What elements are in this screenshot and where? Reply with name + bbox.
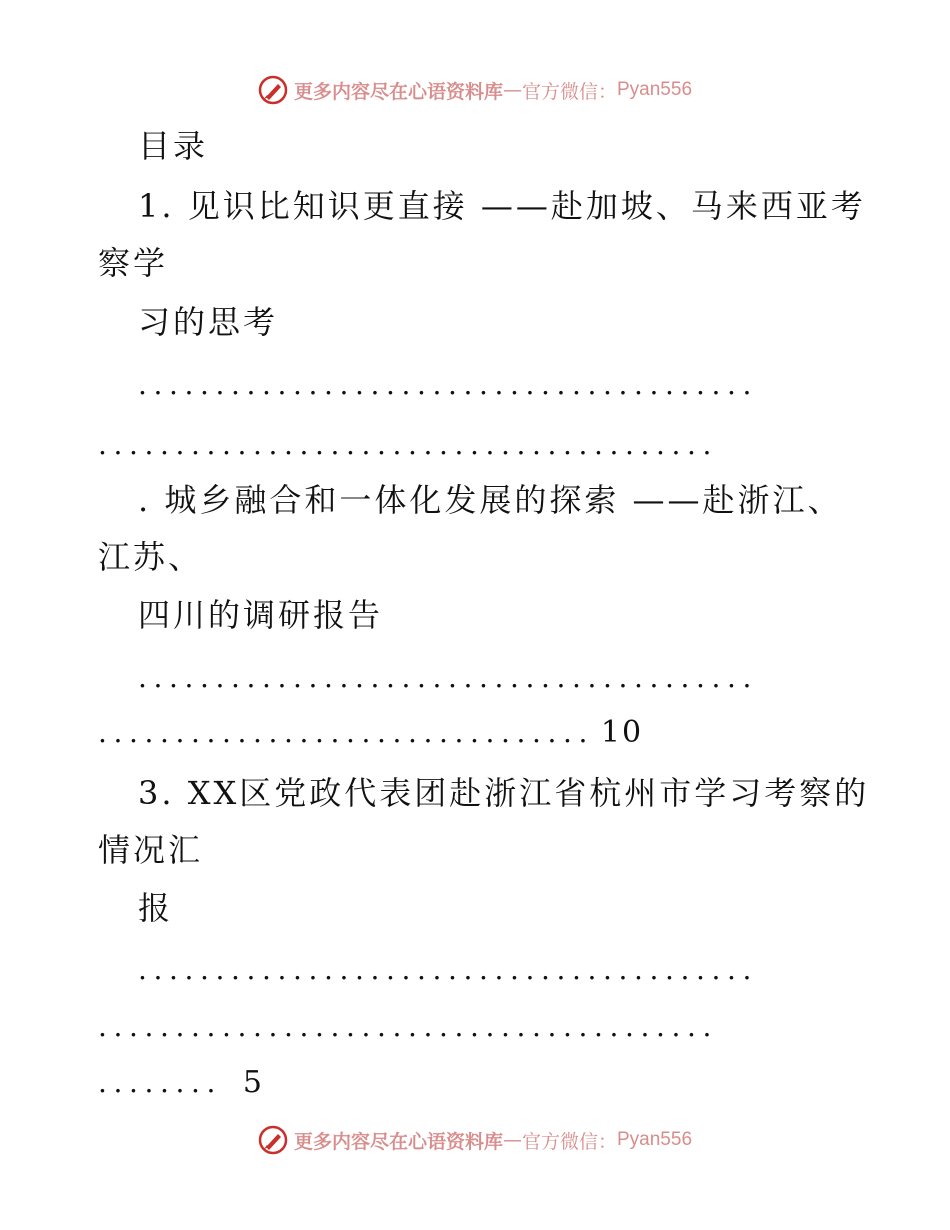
toc-entry-3-page: 5 (242, 1065, 264, 1100)
toc-entry-2-line2: 江苏、 (98, 538, 204, 576)
toc-entry-1-line3: 习的思考 (138, 303, 279, 341)
leader-dots: ........................................ (138, 661, 759, 694)
leader-dots: ........................................ (138, 953, 759, 986)
toc-entry-3-leader-3 (98, 1063, 298, 1103)
watermark-separator: — (502, 1129, 522, 1151)
toc-entry-2-leader-2 (98, 713, 644, 753)
toc-entry-2-page: 10 (600, 715, 644, 750)
toc-entry-1-leader-1 (138, 365, 850, 405)
toc-entry-1-line2: 察学 (98, 244, 169, 282)
watermark-main-text: 更多内容尽在心语资料库 (293, 80, 503, 103)
watermark-banner-bottom (0, 1120, 950, 1160)
watermark-wechat-label: 官方微信： (521, 1130, 617, 1153)
toc-entry-3-leader-2 (98, 1007, 850, 1047)
watermark-main-text: 更多内容尽在心语资料库 (293, 1130, 503, 1153)
leader-dots: ........................................ (98, 428, 719, 461)
toc-entry-2-line3: 四川的调研报告 (138, 596, 384, 634)
leader-dots: ........ (98, 1066, 223, 1099)
toc-title: 目录 (138, 127, 209, 165)
toc-entry-3-line2: 情况汇 (98, 831, 204, 869)
watermark-wechat-id: Pyan556 (617, 79, 693, 100)
toc-entry-3-line1: 3. XX区党政代表团赴浙江省杭州市学习考察的 (138, 774, 870, 812)
pen-logo-icon (258, 1125, 288, 1155)
watermark-wechat-id: Pyan556 (617, 1129, 693, 1150)
leader-dots: ................................ (98, 716, 595, 749)
watermark-wechat-label: 官方微信： (521, 80, 617, 103)
toc-entry-1-line1: 1. 见识比知识更直接 ——赴加坡、马来西亚考 (138, 187, 866, 225)
leader-dots: ........................................ (138, 368, 759, 401)
toc-entry-3-leader-1 (138, 950, 850, 990)
watermark-separator: — (502, 79, 522, 101)
toc-entry-3-line3: 报 (138, 889, 174, 927)
toc-entry-2-line1: . 城乡融合和一体化发展的探索 ——赴浙江、 (138, 481, 843, 519)
toc-entry-1-leader-2 (98, 425, 810, 465)
toc-entry-2-leader-1 (138, 658, 850, 698)
leader-dots: ........................................ (98, 1010, 719, 1043)
